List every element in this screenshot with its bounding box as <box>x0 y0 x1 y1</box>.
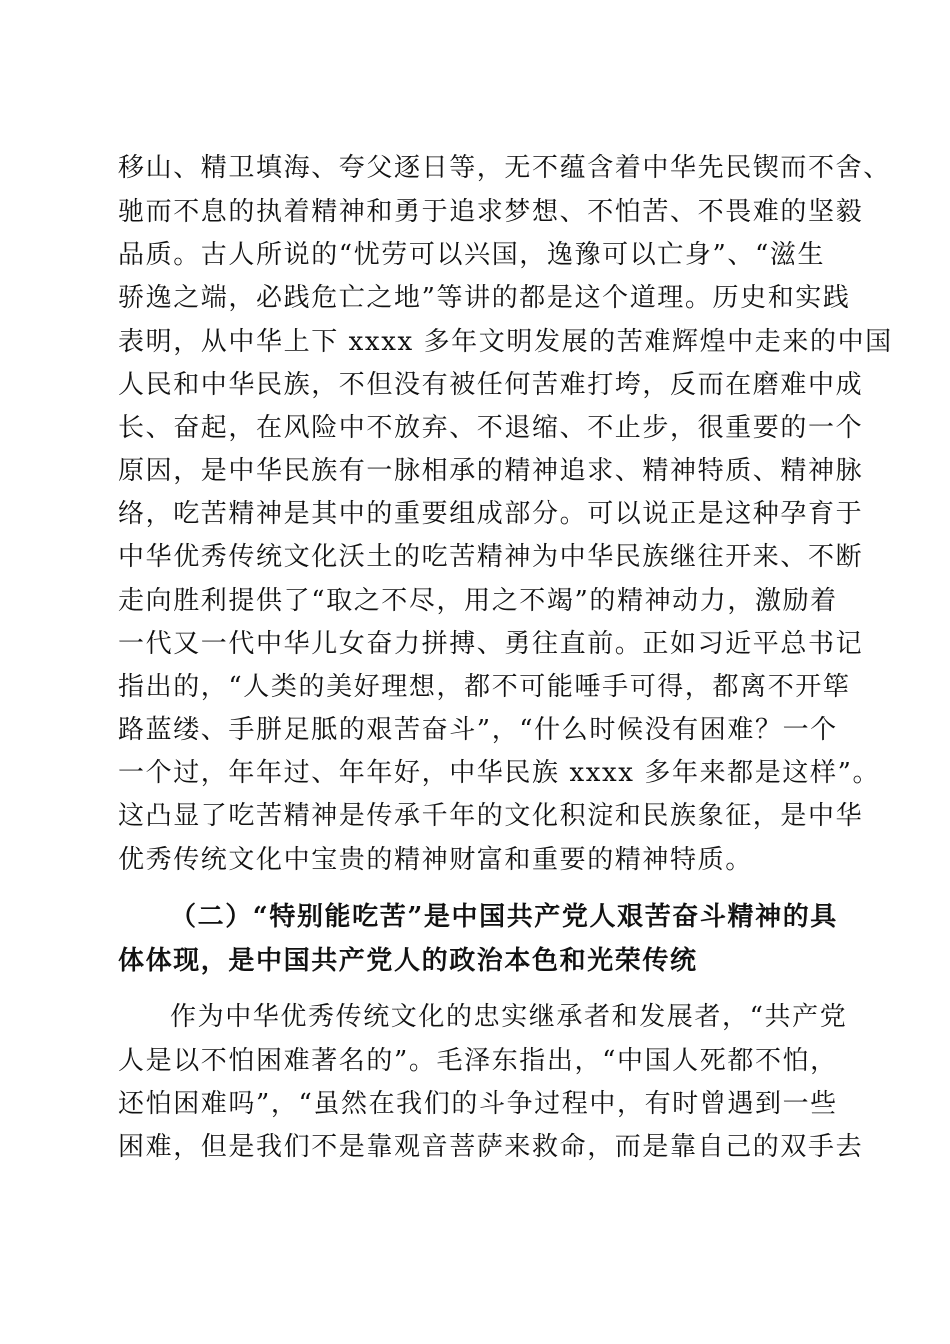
text-line: 人是以不怕困难著名的”。毛泽东指出，“中国人死都不怕， <box>118 1046 838 1076</box>
text-line: 路蓝缕、手胼足胝的艰苦奋斗”，“什么时候没有困难？一个 <box>118 715 838 745</box>
text-line: 驰而不息的执着精神和勇于追求梦想、不怕苦、不畏难的坚毅 <box>118 197 864 227</box>
text-line: 表明，从中华上下 xxxx 多年文明发展的苦难辉煌中走来的中国 <box>118 327 893 357</box>
text-line: 困难，但是我们不是靠观音菩萨来救命，而是靠自己的双手去 <box>118 1132 864 1162</box>
text-line: 品质。古人所说的“忧劳可以兴国，逸豫可以亡身”、“滋生 <box>118 240 826 270</box>
text-line: 一个过，年年过、年年好，中华民族 xxxx 多年来都是这样”。 <box>118 758 881 788</box>
text-line: 中华优秀传统文化沃土的吃苦精神为中华民族继往开来、不断 <box>118 542 864 572</box>
text-line: 一代又一代中华儿女奋力拼搏、勇往直前。正如习近平总书记 <box>118 629 864 659</box>
section-heading-line: 体体现，是中国共产党人的政治本色和光荣传统 <box>118 946 698 976</box>
text-line: 人民和中华民族，不但没有被任何苦难打垮，反而在磨难中成 <box>118 370 864 400</box>
text-line: 优秀传统文化中宝贵的精神财富和重要的精神特质。 <box>118 845 753 875</box>
section-heading-line: （二）“特别能吃苦”是中国共产党人艰苦奋斗精神的具 <box>170 902 838 932</box>
text-line: 络，吃苦精神是其中的重要组成部分。可以说正是这种孕育于 <box>118 499 864 529</box>
text-line: 骄逸之端，必践危亡之地”等讲的都是这个道理。历史和实践 <box>118 283 851 313</box>
text-line: 还怕困难吗”，“虽然在我们的斗争过程中，有时曾遇到一些 <box>118 1089 838 1119</box>
text-line: 作为中华优秀传统文化的忠实继承者和发展者，“共产党 <box>170 1002 848 1032</box>
text-line: 长、奋起，在风险中不放弃、不退缩、不止步，很重要的一个 <box>118 413 864 443</box>
text-line: 原因，是中华民族有一脉相承的精神追求、精神特质、精神脉 <box>118 456 864 486</box>
text-line: 指出的，“人类的美好理想，都不可能唾手可得，都离不开筚 <box>118 672 851 702</box>
text-line: 移山、精卫填海、夸父逐日等，无不蕴含着中华先民锲而不舍、 <box>118 153 891 183</box>
text-line: 这凸显了吃苦精神是传承千年的文化积淀和民族象征，是中华 <box>118 801 864 831</box>
text-line: 走向胜利提供了“取之不尽，用之不竭”的精神动力，激励着 <box>118 586 838 616</box>
